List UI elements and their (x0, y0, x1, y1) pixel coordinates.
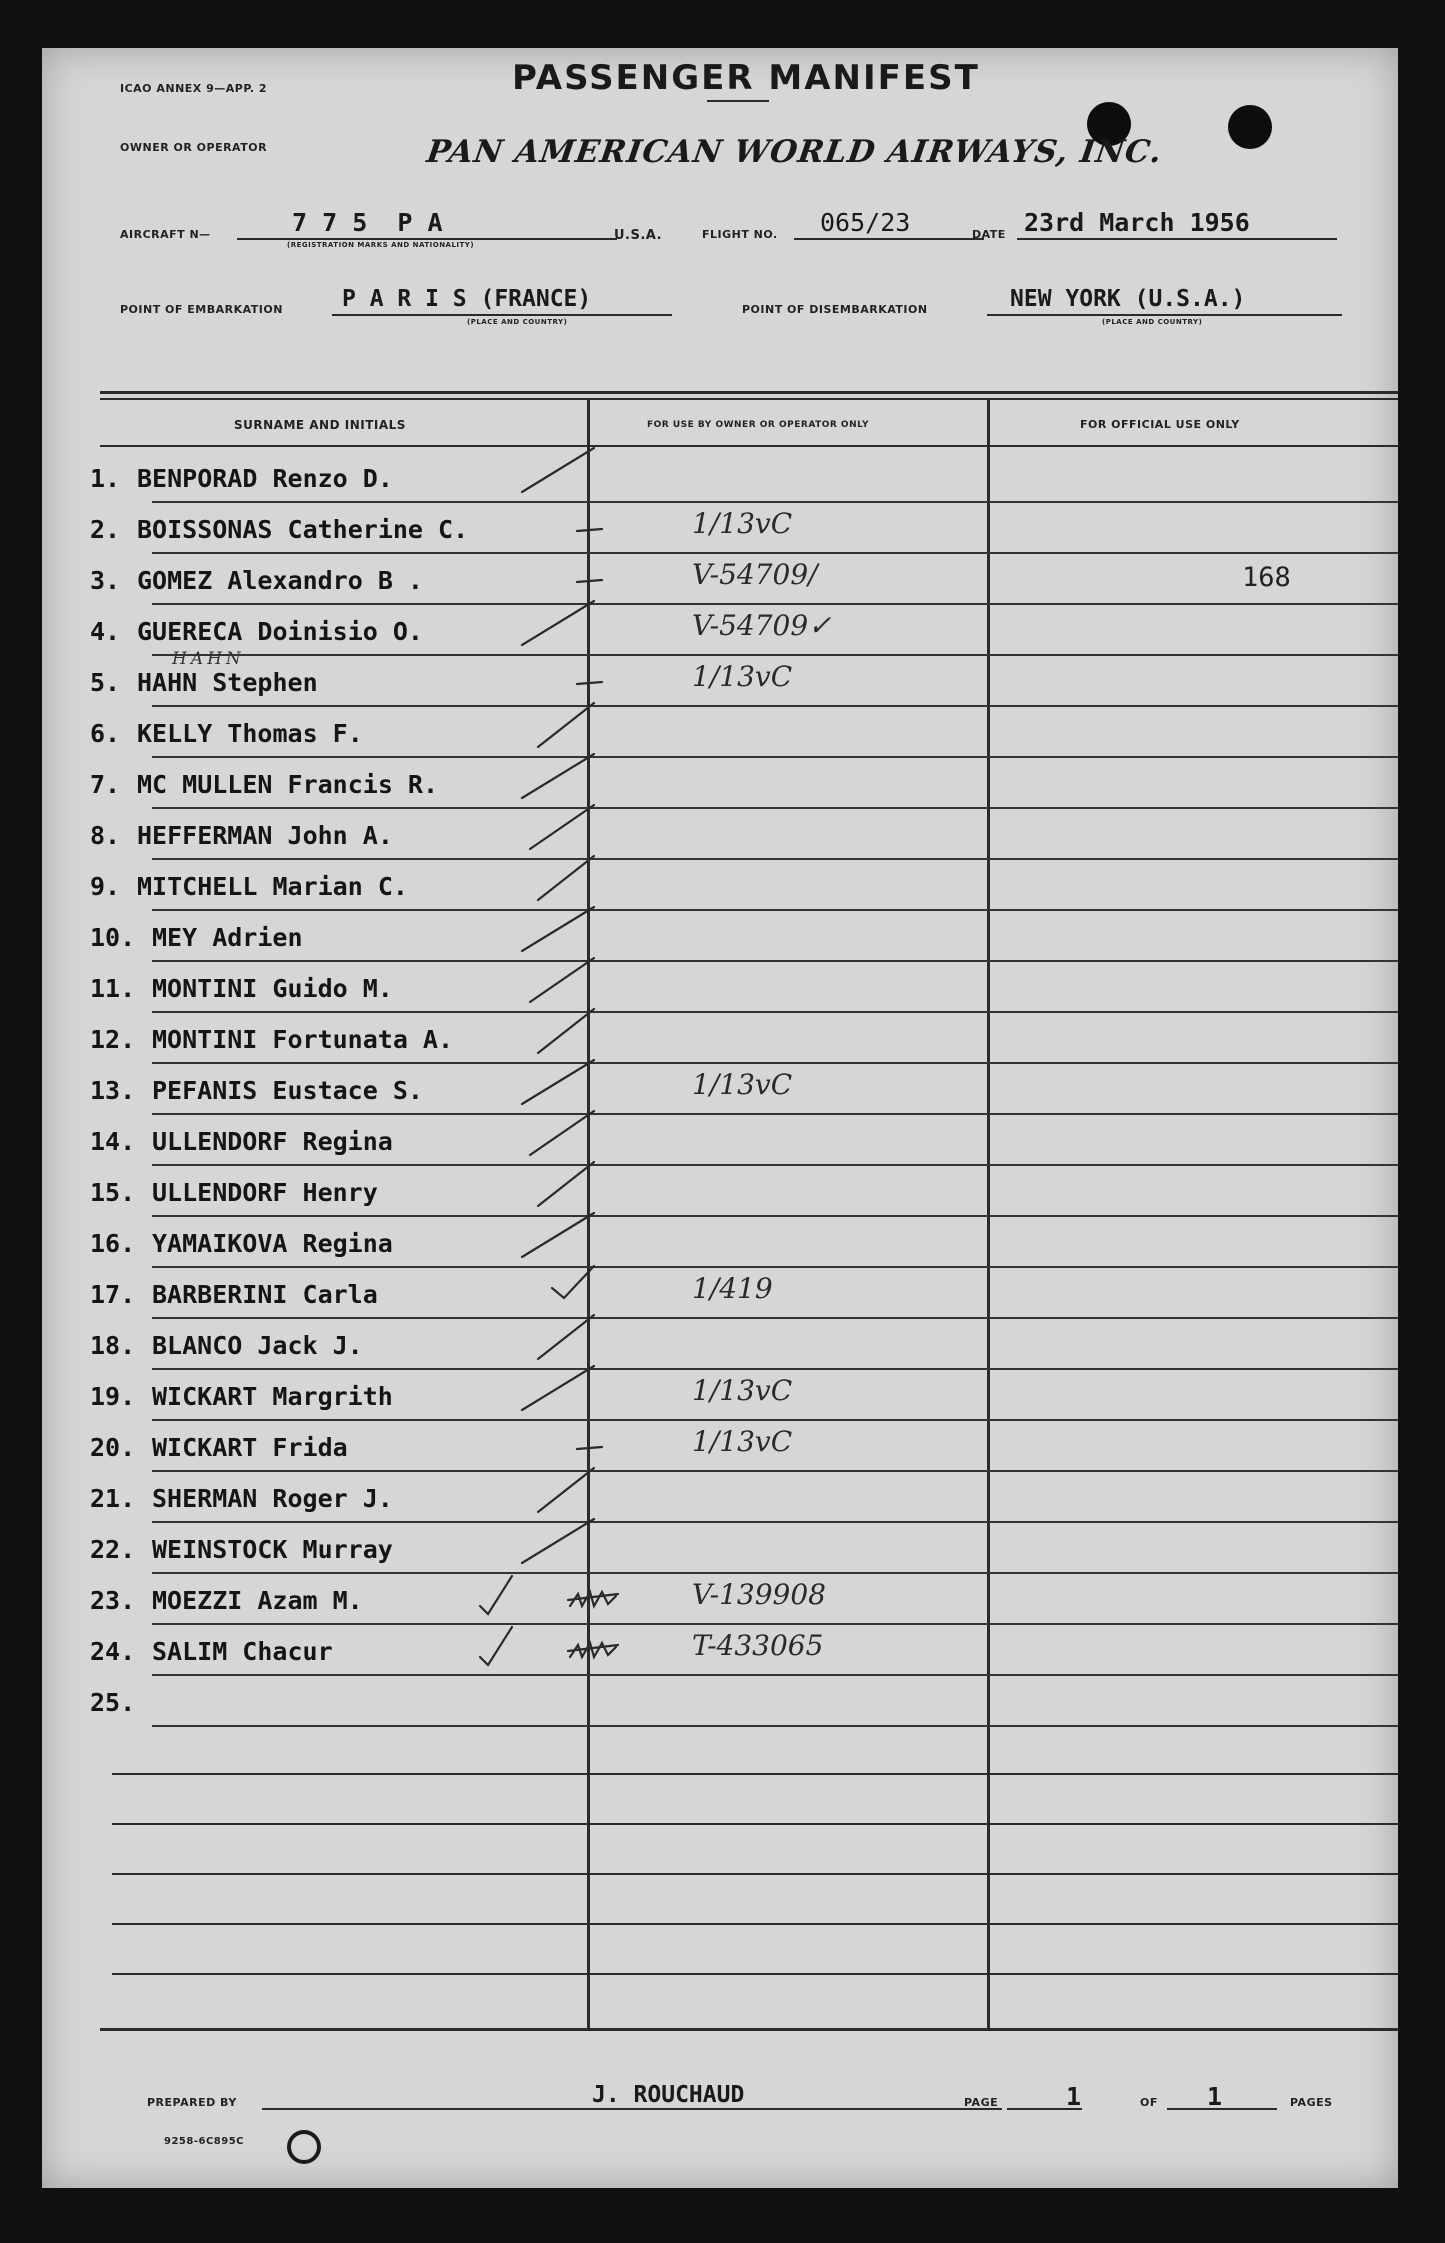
registration-note: (REGISTRATION MARKS AND NATIONALITY) (287, 241, 475, 249)
row-number: 20. (90, 1433, 136, 1462)
row-number: 8. (90, 821, 121, 850)
disembark-note: (PLACE AND COUNTRY) (1102, 318, 1203, 326)
operator-note: T-433065 (692, 1629, 824, 1662)
row-number: 4. (90, 617, 121, 646)
passenger-name: ULLENDORF Henry (152, 1178, 378, 1207)
row-number: 12. (90, 1025, 136, 1054)
row-number: 9. (90, 872, 121, 901)
embark-value: P A R I S (FRANCE) (342, 286, 592, 312)
check-mark (522, 448, 594, 492)
prepared-label: PREPARED BY (147, 2096, 237, 2109)
check-mark (538, 703, 594, 747)
passenger-name: WICKART Margrith (152, 1382, 393, 1411)
check-mark (538, 1315, 594, 1359)
row-number: 18. (90, 1331, 136, 1360)
flight-value: 065/23 (820, 208, 911, 237)
pages-label: PAGES (1290, 2096, 1333, 2109)
disembark-value: NEW YORK (U.S.A.) (1010, 286, 1246, 312)
row-number: 22. (90, 1535, 136, 1564)
check-mark (538, 1162, 594, 1206)
handwritten-correction: HAHN (172, 649, 245, 669)
row-number: 2. (90, 515, 121, 544)
prepared-underline (262, 2108, 1002, 2110)
embark-note: (PLACE AND COUNTRY) (467, 318, 568, 326)
of-value: 1 (1207, 2082, 1223, 2111)
passenger-name: MEY Adrien (152, 923, 303, 952)
row-number: 13. (90, 1076, 136, 1105)
passenger-name: KELLY Thomas F. (137, 719, 363, 748)
column-header-official: FOR OFFICIAL USE ONLY (1080, 418, 1240, 431)
operator-note: V-54709/ (692, 558, 818, 591)
passenger-name: GOMEZ Alexandro B . (137, 566, 423, 595)
page-title: PASSENGER MANIFEST (512, 58, 980, 98)
date-value: 23rd March 1956 (1024, 208, 1250, 237)
check-mark (522, 754, 594, 798)
passenger-name: MC MULLEN Francis R. (137, 770, 439, 799)
aircraft-label: AIRCRAFT N— (120, 228, 211, 241)
passenger-name: PEFANIS Eustace S. (152, 1076, 423, 1105)
operator-note: 1/419 (692, 1272, 773, 1305)
check-mark (522, 1519, 594, 1563)
scribble-mark (568, 1592, 618, 1606)
check-mark (522, 1213, 594, 1257)
operator-note: V-139908 (692, 1578, 826, 1611)
passenger-name: MITCHELL Marian C. (137, 872, 408, 901)
operator-note: 1/13vC (692, 660, 793, 693)
passenger-name: SHERMAN Roger J. (152, 1484, 393, 1513)
check-mark (552, 1266, 594, 1298)
check-mark (530, 1111, 594, 1155)
check-mark (577, 529, 602, 531)
union-label-icon (287, 2130, 321, 2164)
passenger-name: MONTINI Guido M. (152, 974, 393, 1003)
usa-label: U.S.A. (614, 228, 663, 243)
page-label: PAGE (964, 2096, 999, 2109)
check-mark (522, 1366, 594, 1410)
passenger-name: YAMAIKOVA Regina (152, 1229, 393, 1258)
row-number: 17. (90, 1280, 136, 1309)
operator-note: 1/13vC (692, 1425, 793, 1458)
row-number: 19. (90, 1382, 136, 1411)
check-mark (522, 907, 594, 951)
row-number: 16. (90, 1229, 136, 1258)
passenger-name: MONTINI Fortunata A. (152, 1025, 454, 1054)
passenger-name: BOISSONAS Catherine C. (137, 515, 469, 544)
passenger-name: HAHN Stephen (137, 668, 318, 697)
owner-label: OWNER OR OPERATOR (120, 141, 268, 154)
check-mark (522, 601, 594, 645)
check-mark (530, 805, 594, 849)
passenger-name: WICKART Frida (152, 1433, 348, 1462)
check-mark (538, 1468, 594, 1512)
row-number: 3. (90, 566, 121, 595)
operator-note: 1/13vC (692, 1068, 793, 1101)
row-number: 14. (90, 1127, 136, 1156)
check-mark (480, 1627, 512, 1665)
check-mark (538, 856, 594, 900)
of-label: OF (1140, 2096, 1158, 2109)
row-number: 21. (90, 1484, 136, 1513)
row-number: 7. (90, 770, 121, 799)
date-label: DATE (972, 228, 1006, 241)
embark-label: POINT OF EMBARKATION (120, 303, 283, 316)
row-number: 5. (90, 668, 121, 697)
page-value: 1 (1066, 2082, 1082, 2111)
form-number: 9258-6C895C (164, 2136, 244, 2147)
column-header-name: SURNAME AND INITIALS (234, 418, 406, 432)
disembark-label: POINT OF DISEMBARKATION (742, 303, 928, 316)
check-mark (577, 580, 602, 582)
check-mark (480, 1576, 512, 1614)
check-mark (522, 1060, 594, 1104)
row-number: 15. (90, 1178, 136, 1207)
passenger-name: BARBERINI Carla (152, 1280, 378, 1309)
check-mark (538, 1009, 594, 1053)
passenger-name: ULLENDORF Regina (152, 1127, 393, 1156)
flight-label: FLIGHT NO. (702, 228, 778, 241)
passenger-name: BENPORAD Renzo D. (137, 464, 393, 493)
check-marks (42, 48, 1398, 2188)
row-number: 24. (90, 1637, 136, 1666)
check-mark (577, 1447, 602, 1449)
check-mark (530, 958, 594, 1002)
row-number: 23. (90, 1586, 136, 1615)
scribble-mark (568, 1643, 618, 1657)
passenger-name: MOEZZI Azam M. (152, 1586, 363, 1615)
operator-note: V-54709✓ (692, 609, 832, 642)
passenger-name: HEFFERMAN John A. (137, 821, 393, 850)
row-number: 6. (90, 719, 121, 748)
operator-note: 1/13vC (692, 1374, 793, 1407)
operator-name: PAN AMERICAN WORLD AIRWAYS, INC. (424, 134, 1165, 170)
form-code-corner: ICAO ANNEX 9—APP. 2 (120, 82, 268, 95)
operator-note: 1/13vC (692, 507, 793, 540)
check-mark (577, 682, 602, 684)
passenger-name: WEINSTOCK Murray (152, 1535, 393, 1564)
aircraft-value: 7 7 5 P A (292, 208, 443, 237)
row-number: 1. (90, 464, 121, 493)
column-header-operator: FOR USE BY OWNER OR OPERATOR ONLY (647, 420, 869, 430)
passenger-name: BLANCO Jack J. (152, 1331, 363, 1360)
row-number: 10. (90, 923, 136, 952)
manifest-sheet (42, 48, 1398, 2188)
row-number: 11. (90, 974, 136, 1003)
passenger-name: GUERECA Doinisio O. (137, 617, 423, 646)
prepared-by-value: J. ROUCHAUD (592, 2082, 745, 2108)
passenger-name: SALIM Chacur (152, 1637, 333, 1666)
row-number: 25. (90, 1688, 136, 1717)
official-note: 168 (1242, 562, 1291, 593)
